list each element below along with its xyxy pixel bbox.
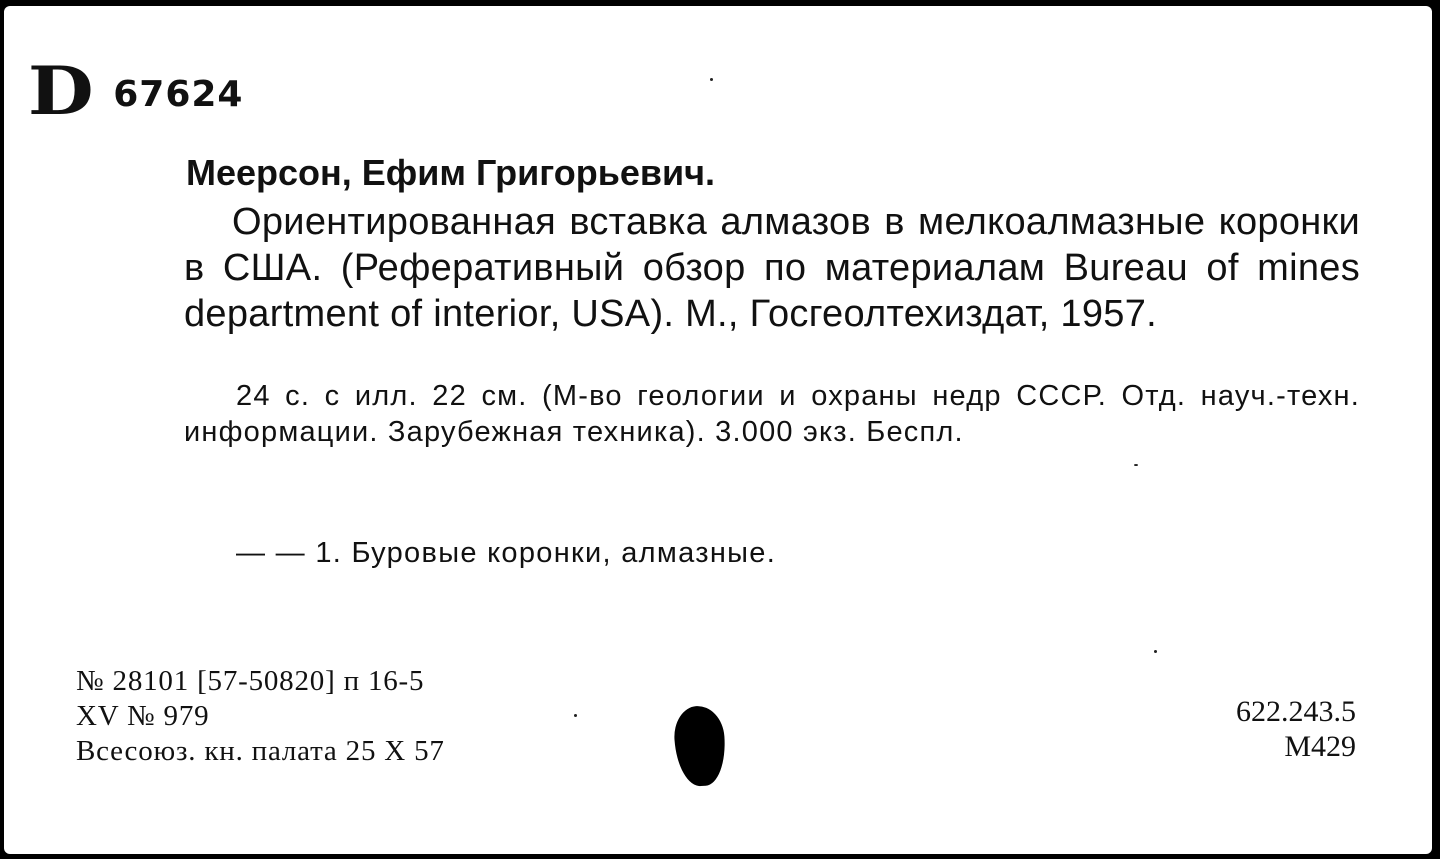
subject-tracing: — — 1. Буровые коронки, алмазные. [236,537,777,569]
udc-number: 622.243.5 [1236,695,1356,728]
registry-line-2: XV № 979 [76,700,210,732]
author-mark: М429 [1284,730,1356,763]
registry-block [76,664,445,769]
author-heading: Меерсон, Ефим Григорьевич. [186,152,716,193]
classification-block [1236,694,1356,764]
catalog-card [4,6,1432,854]
punch-hole [672,704,727,787]
handwritten-prefix: D [27,52,92,130]
handwritten-number: 67624 [113,73,244,115]
dust-speck [574,714,577,717]
registry-line-1: № 28101 [57-50820] п 16-5 [76,665,425,697]
collation-note: 24 с. с илл. 22 см. (М-во геологии и охраны недр СССР. Отд. науч.-техн. информации. Зарубежная техника). 3.000 экз. Беспл. [184,380,1360,448]
dust-speck [1134,464,1138,466]
registry-line-3: Всесоюз. кн. палата 25 X 57 [76,735,445,767]
title-statement: Ориентированная вставка алмазов в мелкоалмазные коронки в США. (Реферативный обзор по материалам Bureau of mines department of interior, USA). М., Госгеолтехиздат, 1957. [184,201,1360,335]
dust-speck [1154,650,1157,653]
dust-speck [710,78,713,81]
handwritten-call-number [27,52,244,130]
